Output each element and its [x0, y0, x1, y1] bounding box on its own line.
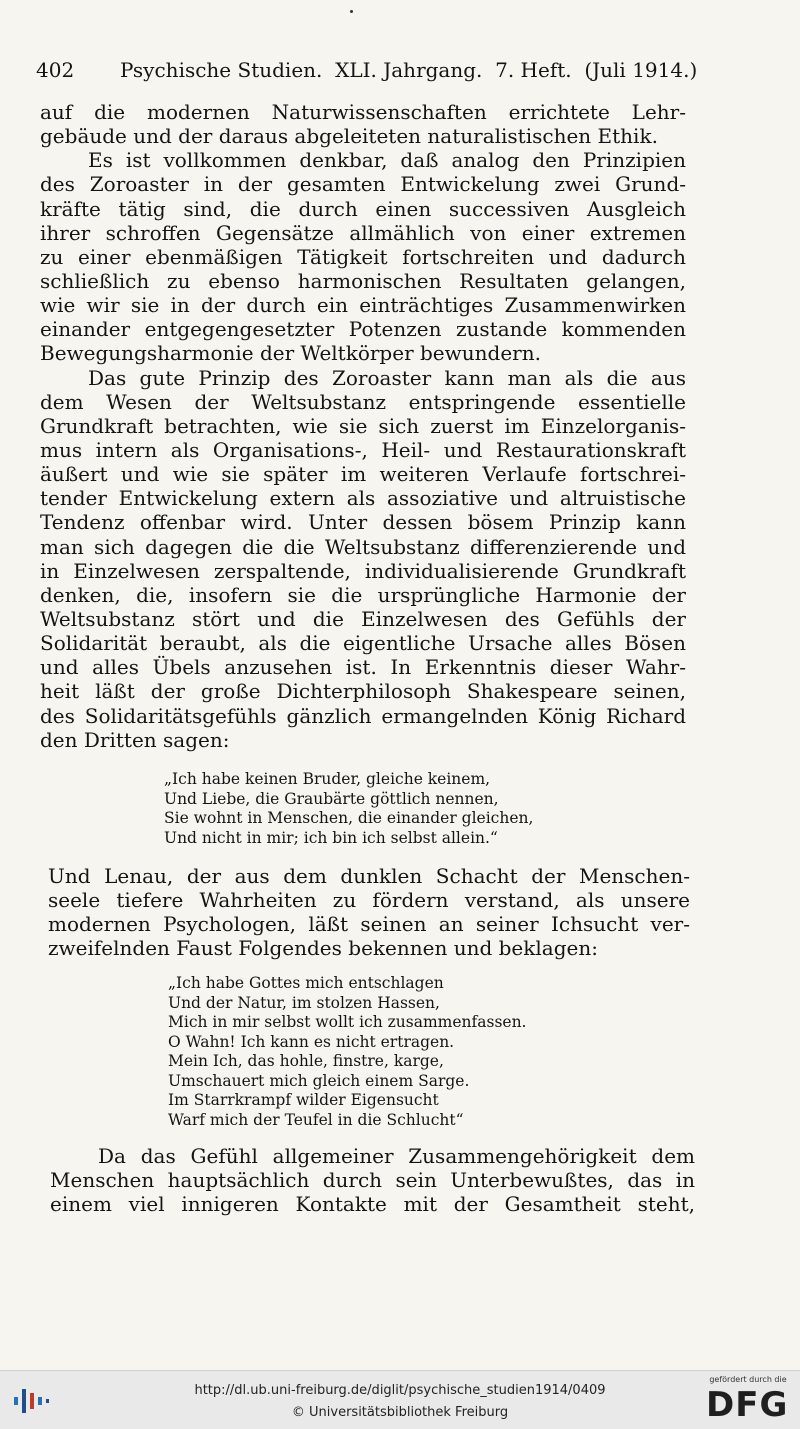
quote-line: Mein Ich, das hohle, finstre, karge,	[168, 1052, 444, 1070]
quote-richard	[164, 770, 533, 848]
quote-line: Sie wohnt in Menschen, die einander gleichen,	[164, 809, 534, 827]
text-line: einem viel innigeren Kontakte mit der Gesamtheit steht,	[50, 1192, 695, 1217]
text-line: Weltsubstanz stört und die Einzelwesen des Gefühls der	[40, 606, 686, 631]
dfg-logo-text: DFG	[706, 1385, 789, 1425]
text-line: man sich dagegen die die Weltsubstanz differenzierende und	[40, 534, 686, 559]
quote-line: Und der Natur, im stolzen Hassen,	[168, 993, 440, 1012]
text-line: in Einzelwesen zerspaltende, individualisierende Grundkraft	[40, 558, 686, 583]
text-line: mus intern als Organisations-, Heil- und Restaurationskraft	[40, 437, 686, 462]
scan-speck	[350, 10, 353, 13]
text-line: tender Entwickelung extern als assoziative und altruistische	[40, 486, 686, 511]
text-line: äußert und wie sie später im weiteren Verlaufe fortschrei-	[40, 462, 686, 487]
text-line: auf die modernen Naturwissenschaften errichtete Lehr-	[40, 100, 686, 124]
text-line: den Dritten sagen:	[40, 727, 230, 752]
text-line: modernen Psychologen, läßt seinen an seiner Ichsucht ver-	[48, 912, 690, 937]
quote-line: Umschauert mich gleich einem Sarge.	[168, 1071, 470, 1090]
text-line: des Zoroaster in der gesamten Entwickelung zwei Grund-	[40, 172, 686, 197]
text-line: Bewegungsharmonie der Weltkörper bewundern.	[40, 341, 541, 366]
quote-line: „Ich habe Gottes mich entschlagen	[168, 974, 444, 992]
quote-line: Mich in mir selbst wollt ich zusammenfassen.	[168, 1013, 527, 1031]
text-line: Menschen hauptsächlich durch sein Unterbewußtes, das in	[50, 1168, 695, 1193]
copyright-notice: © Universitätsbibliothek Freiburg	[291, 1405, 509, 1420]
text-line: heit läßt der große Dichterphilosoph Shakespeare seinen,	[40, 679, 686, 704]
paragraph-final	[50, 1144, 695, 1216]
quote-faust	[168, 974, 526, 1130]
quote-line: „Ich habe keinen Bruder, gleiche keinem,	[164, 770, 491, 788]
text-line: des Solidaritätsgefühls gänzlich ermangelnden König Richard	[40, 703, 686, 728]
quote-line: Und nicht in mir; ich bin ich selbst allein.“	[164, 828, 498, 847]
text-line: einander entgegengesetzter Potenzen zustande kommenden	[40, 317, 686, 342]
text-line: kräfte tätig sind, die durch einen successiven Ausgleich	[40, 196, 686, 221]
text-line: schließlich zu ebenso harmonischen Resultaten gelangen,	[40, 268, 686, 293]
quote-line: Im Starrkrampf wilder Eigensucht	[168, 1091, 439, 1109]
quote-line: Warf mich der Teufel in die Schlucht“	[168, 1110, 464, 1129]
text-line: Es ist vollkommen denkbar, daß analog den Prinzipien	[88, 148, 686, 173]
dfg-logo	[702, 1375, 794, 1425]
viewer-footer	[0, 1370, 800, 1429]
text-line: gebäude und der daraus abgeleiteten naturalistischen Ethik.	[40, 124, 658, 149]
permalink-url[interactable]: http://dl.ub.uni-freiburg.de/diglit/psychische_studien1914/0409	[194, 1383, 606, 1398]
main-text	[40, 100, 686, 752]
text-line: zu einer ebenmäßigen Tätigkeit fortschreiten und dadurch	[40, 244, 686, 269]
quote-line: Und Liebe, die Graubärte göttlich nennen,	[164, 789, 499, 808]
text-line: Tendenz offenbar wird. Unter dessen bösem Prinzip kann	[40, 510, 686, 535]
text-line: denken, die, insofern sie die ursprüngliche Harmonie der	[40, 582, 686, 607]
text-line: Solidarität beraubt, als die eigentliche Ursache alles Bösen	[40, 631, 686, 656]
quote-line: O Wahn! Ich kann es nicht ertragen.	[168, 1032, 455, 1051]
text-line: wie wir sie in der durch ein einträchtiges Zusammenwirken	[40, 293, 686, 318]
funder-note: gefördert durch die	[709, 1375, 787, 1384]
text-line: Und Lenau, der aus dem dunklen Schacht der Menschen-	[48, 864, 690, 888]
paragraph-lenau	[48, 864, 690, 961]
text-line: ihrer schroffen Gegensätze allmählich von einer extremen	[40, 220, 686, 245]
page-number: 402	[36, 58, 75, 82]
text-line: Grundkraft betrachten, wie sie sich zuerst im Einzelorganis-	[40, 413, 686, 438]
text-line: zweifelnden Faust Folgendes bekennen und beklagen:	[48, 936, 598, 961]
text-line: Da das Gefühl allgemeiner Zusammengehörigkeit dem	[98, 1144, 695, 1168]
text-line: seele tiefere Wahrheiten zu fördern verstand, als unsere	[48, 888, 690, 913]
text-line: dem Wesen der Weltsubstanz entspringende essentielle	[40, 389, 686, 414]
running-title: Psychische Studien. XLI. Jahrgang. 7. Heft. (Juli 1914.)	[120, 58, 698, 82]
text-line: Das gute Prinzip des Zoroaster kann man als die aus	[88, 365, 686, 390]
text-line: und alles Übels anzusehen ist. In Erkenntnis dieser Wahr-	[40, 655, 686, 680]
